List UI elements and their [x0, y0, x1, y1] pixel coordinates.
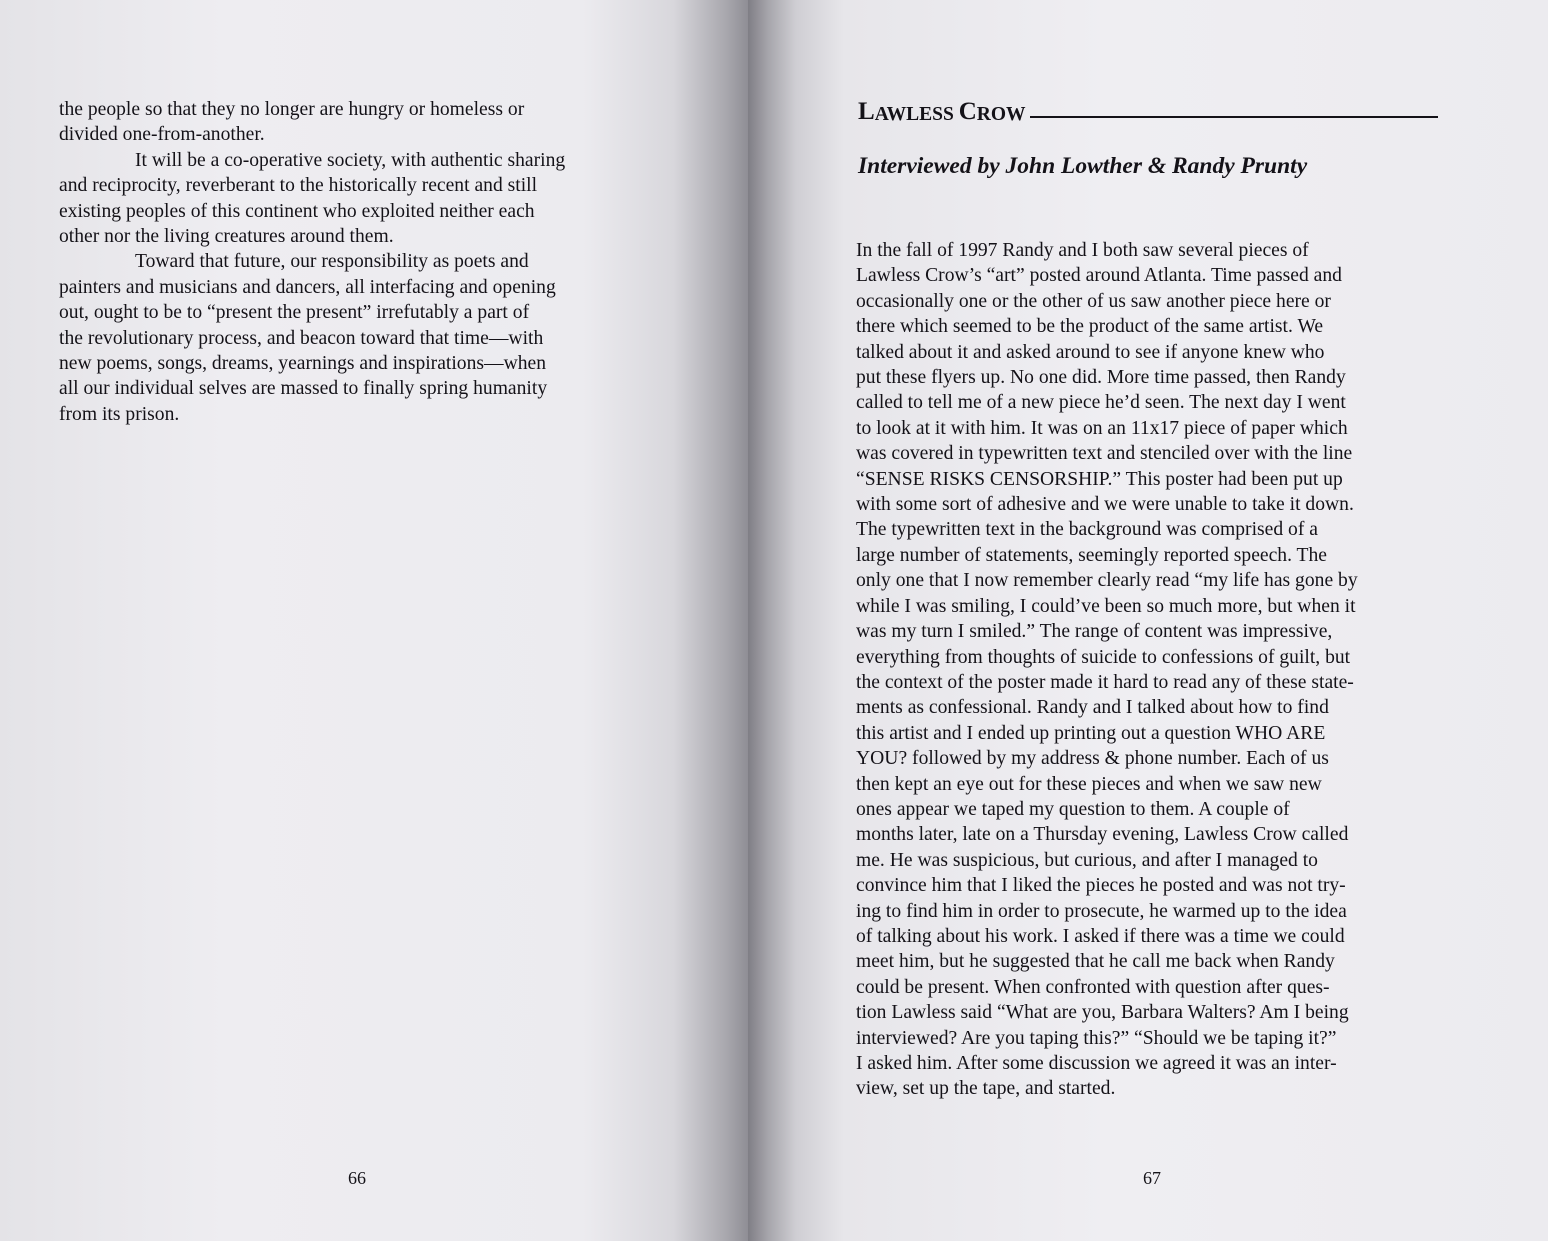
- body-line: this artist and I ended up printing out a question WHO ARE: [856, 722, 1326, 744]
- body-line: Lawless Crow’s “art” posted around Atlanta. Time passed and: [856, 265, 1342, 287]
- body-line: tion Lawless said “What are you, Barbara Walters? Am I being: [856, 1002, 1349, 1024]
- page-number-right: 67: [1143, 1168, 1161, 1188]
- body-line: It will be a co-operative society, with authentic sharing: [135, 149, 566, 171]
- body-line: the revolutionary process, and beacon toward that time—with: [59, 327, 544, 349]
- title-smallcaps: ROW: [976, 104, 1026, 125]
- title-rule: [1030, 116, 1439, 118]
- body-line: ments as confessional. Randy and I talked about how to find: [856, 697, 1329, 719]
- body-line: everything from thoughts of suicide to confessions of guilt, but: [856, 646, 1351, 668]
- body-line: existing peoples of this continent who exploited neither each: [59, 200, 535, 222]
- body-line: and reciprocity, reverberant to the historically recent and still: [59, 175, 538, 197]
- body-line: I asked him. After some discussion we agreed it was an inter-: [856, 1053, 1337, 1074]
- body-line: new poems, songs, dreams, yearnings and inspirations—when: [59, 353, 547, 375]
- body-line: convince him that I liked the pieces he posted and was not try-: [856, 875, 1346, 897]
- body-line: the people so that they no longer are hungry or homeless or: [59, 99, 525, 120]
- title-initial: L: [858, 98, 875, 125]
- body-line: other nor the living creatures around them.: [59, 226, 394, 248]
- body-line: me. He was suspicious, but curious, and after I managed to: [856, 849, 1318, 871]
- body-line: there which seemed to be the product of the same artist. We: [856, 316, 1324, 338]
- body-line: ing to find him in order to prosecute, he warmed up to the idea: [856, 900, 1347, 922]
- body-line: put these flyers up. No one did. More time passed, then Randy: [856, 367, 1346, 389]
- body-line: to look at it with him. It was on an 11x17 piece of paper which: [856, 417, 1348, 439]
- body-line: with some sort of adhesive and we were unable to take it down.: [856, 494, 1354, 516]
- body-line: all our individual selves are massed to finally spring humanity: [59, 378, 548, 400]
- body-line: meet him, but he suggested that he call me back when Randy: [856, 951, 1335, 973]
- body-line: interviewed? Are you taping this?” “Should we be taping it?”: [856, 1027, 1337, 1049]
- body-line: from its prison.: [59, 403, 180, 425]
- body-line: The typewritten text in the background was comprised of a: [856, 519, 1318, 541]
- chapter-title: [858, 94, 1438, 126]
- body-line: Toward that future, our responsibility as poets and: [135, 251, 529, 273]
- body-line: was covered in typewritten text and stenciled over with the line: [856, 443, 1353, 465]
- body-line: ones appear we taped my question to them. A couple of: [856, 798, 1290, 820]
- body-line: only one that I now remember clearly read “my life has gone by: [856, 570, 1358, 592]
- body-line: of talking about his work. I asked if there was a time we could: [856, 925, 1345, 947]
- body-line: large number of statements, seemingly reported speech. The: [856, 544, 1328, 566]
- right-page-body: [856, 238, 1466, 1102]
- body-line: months later, late on a Thursday evening, Lawless Crow called: [856, 824, 1349, 846]
- byline: Interviewed by John Lowther & Randy Prunty: [858, 153, 1308, 179]
- body-line: the context of the poster made it hard to read any of these state-: [856, 671, 1354, 693]
- body-line: YOU? followed by my address & phone number. Each of us: [856, 748, 1329, 770]
- body-line: while I was smiling, I could’ve been so much more, but when it: [856, 595, 1356, 617]
- body-line: “SENSE RISKS CENSORSHIP.” This poster had been put up: [856, 468, 1343, 490]
- body-line: occasionally one or the other of us saw another piece here or: [856, 290, 1331, 312]
- title-initial: C: [958, 98, 977, 125]
- page-number-left: 66: [348, 1168, 366, 1188]
- body-line: view, set up the tape, and started.: [856, 1078, 1116, 1100]
- body-line: then kept an eye out for these pieces and when we saw new: [856, 773, 1322, 795]
- body-line: was my turn I smiled.” The range of content was impressive,: [856, 621, 1333, 643]
- left-page-body: [59, 97, 654, 427]
- body-line: out, ought to be to “present the present” irrefutably a part of: [59, 302, 530, 324]
- body-line: painters and musicians and dancers, all interfacing and opening: [59, 276, 556, 298]
- body-line: divided one-from-another.: [59, 124, 265, 146]
- title-smallcaps: AWLESS: [874, 104, 954, 125]
- body-line: talked about it and asked around to see if anyone knew who: [856, 341, 1325, 363]
- body-line: In the fall of 1997 Randy and I both saw several pieces of: [856, 240, 1309, 261]
- body-line: called to tell me of a new piece he’d seen. The next day I went: [856, 392, 1346, 414]
- body-line: could be present. When confronted with question after ques-: [856, 976, 1330, 998]
